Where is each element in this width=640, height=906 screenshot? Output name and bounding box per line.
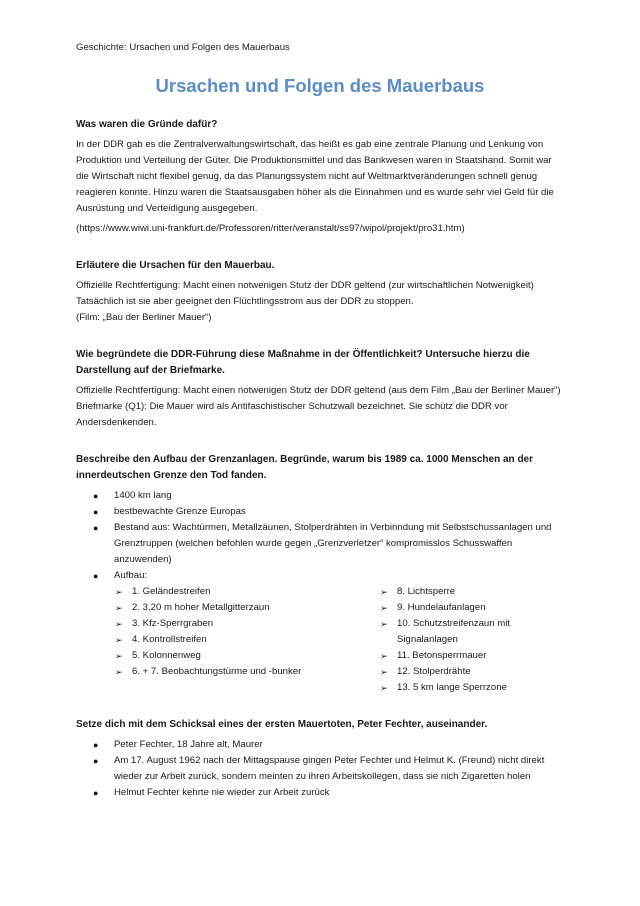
section-question: Wie begründete die DDR-Führung diese Maßnahme in der Öffentlichkeit? Untersuche hierzu die Darstellung auf der Briefmarke.: [76, 349, 530, 376]
list-item: ● Bestand aus: Wachtürmen, Metallzäunen, Stolperdrähten in Verbinndung mit Selbstschussanlagen und Grenztruppen (welchen befohlen wurde gegen „Grenzverletzer“ kompromisslos Schusswaffen anzuwenden): [93, 522, 552, 565]
aufbau-right-column: [379, 584, 544, 696]
arrow-bullet-icon: ➢: [380, 651, 388, 661]
paragraph: Tatsächlich ist sie aber geeignet den Flüchtlingsstrom aus der DDR zu stoppen.: [76, 296, 414, 307]
arrow-list: [114, 584, 379, 680]
paragraph: Offizielle Rechtfertigung: Macht einen notwenigen Stutz der DDR geltend (zur wirtschaftlichen Notwenigkeit): [76, 280, 534, 291]
arrow-bullet-icon: ➢: [115, 635, 123, 645]
bullet-icon: ●: [93, 523, 99, 533]
list-item: ● Aufbau:: [76, 568, 564, 584]
list-item: ➢ 11. Betonsperrmauer: [379, 648, 544, 664]
aufbau-left-column: [114, 584, 379, 696]
bullet-list: [76, 488, 564, 584]
section-border-structure: [76, 452, 564, 696]
bullet-icon: ●: [93, 756, 99, 766]
paragraph: Offizielle Rechtfertigung: Macht einen notwenigen Stutz der DDR geltend (aus dem Film „Bau der Berliner Mauer“): [76, 385, 561, 396]
list-item: ➢ 9. Hundelaufanlagen: [379, 600, 544, 616]
list-item: ● 1400 km lang: [76, 488, 564, 504]
arrow-bullet-icon: ➢: [380, 619, 388, 629]
bullet-icon: ●: [93, 571, 99, 581]
bullet-icon: ●: [93, 740, 99, 750]
bullet-icon: ●: [93, 507, 99, 517]
section-reasons: [76, 117, 564, 237]
list-item: ➢ 2. 3,20 m hoher Metallgitterzaun: [114, 600, 379, 616]
list-item: ➢ 1. Geländestreifen: [114, 584, 379, 600]
list-item: ➢ 12. Stolperdrähte: [379, 664, 544, 680]
arrow-bullet-icon: ➢: [115, 619, 123, 629]
arrow-bullet-icon: ➢: [115, 667, 123, 677]
arrow-bullet-icon: ➢: [380, 603, 388, 613]
paragraph: Briefmarke (Q1): Die Mauer wird als Antifaschistischer Schutzwall bezeichnet. Sie schütz die DDR vor Andersdenkenden.: [76, 401, 508, 428]
section-question: Erläutere die Ursachen für den Mauerbau.: [76, 260, 275, 271]
arrow-bullet-icon: ➢: [380, 667, 388, 677]
section-causes: [76, 258, 564, 326]
arrow-list: [379, 584, 544, 696]
section-question: Setze dich mit dem Schicksal eines der ersten Mauertoten, Peter Fechter, auseinander.: [76, 719, 488, 730]
list-item: ● bestbewachte Grenze Europas: [76, 504, 564, 520]
list-item: ➢ 10. Schutzstreifenzaun mit Signalanlagen: [380, 618, 511, 645]
arrow-bullet-icon: ➢: [115, 651, 123, 661]
page-header: Geschichte: Ursachen und Folgen des Mauerbaus: [76, 42, 290, 53]
section-question: Was waren die Gründe dafür?: [76, 119, 218, 130]
paragraph: (Film: „Bau der Berliner Mauer“): [76, 312, 212, 323]
section-peter-fechter: [76, 717, 564, 801]
bullet-icon: ●: [93, 788, 99, 798]
aufbau-columns: [114, 584, 564, 696]
list-item: ➢ 4. Kontrollstreifen: [114, 632, 379, 648]
paragraph: In der DDR gab es die Zentralverwaltungswirtschaft, das heißt es gab eine zentrale Planung und Lenkung von Produktion und Verteilung der Güter. Die Produktionsmittel und das Bankwesen waren in Staatshand. Somit war die Wirtschaft nicht flexibel genug, da das Planungssystem nicht auf Weltmarktveränderungen schnell genug reagieren konnte. Hinzu waren die Staatsausgaben höher als die Einnahmen und es wurde sehr viel Geld für die Ausrüstung und Verteidigung ausgegeben.: [76, 139, 554, 214]
bullet-icon: ●: [93, 491, 99, 501]
list-item: ● Peter Fechter, 18 Jahre alt, Maurer: [76, 737, 564, 753]
list-item: ➢ 5. Kolonnenweg: [114, 648, 379, 664]
section-question: Beschreibe den Aufbau der Grenzanlagen. Begründe, warum bis 1989 ca. 1000 Menschen an der innerdeutschen Grenze den Tod fanden.: [76, 454, 534, 481]
arrow-bullet-icon: ➢: [115, 603, 123, 613]
arrow-bullet-icon: ➢: [380, 587, 388, 597]
section-justification: [76, 347, 564, 431]
arrow-bullet-icon: ➢: [380, 683, 388, 693]
source-url: (https://www.wiwi.uni-frankfurt.de/Professoren/ritter/veranstalt/ss97/wipol/projekt/pro31.htm): [76, 223, 465, 234]
bullet-list: [76, 737, 564, 801]
list-item: ➢ 3. Kfz-Sperrgraben: [114, 616, 379, 632]
list-item: ➢ 6. + 7. Beobachtungstürme und -bunker: [114, 664, 322, 680]
list-item: ● Helmut Fechter kehrte nie wieder zur Arbeit zurück: [76, 785, 564, 801]
page-title: Ursachen und Folgen des Mauerbaus: [155, 75, 485, 96]
list-item: ➢ 13. 5 km lange Sperrzone: [379, 680, 544, 696]
list-item: ➢ 8. Lichtsperre: [379, 584, 544, 600]
list-item: ● Am 17. August 1962 nach der Mittagspause gingen Peter Fechter und Helmut K. (Freund) nicht direkt wieder zur Arbeit zurück, sondern meinten zu ihren Arbeitskollegen, dass sie nich Zigaretten holen: [93, 755, 545, 782]
arrow-bullet-icon: ➢: [115, 587, 123, 597]
